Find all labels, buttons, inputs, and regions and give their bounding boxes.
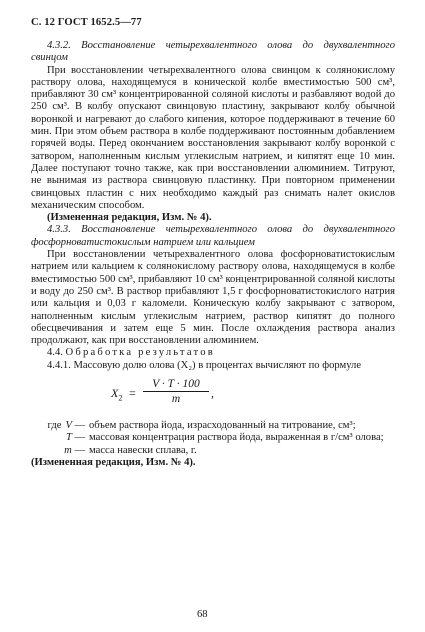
variable-definitions bbox=[31, 420, 395, 457]
section-4-4-number: 4.4. bbox=[47, 347, 63, 359]
formula-numerator: V · T · 100 bbox=[143, 378, 209, 392]
section-4-3-2-heading: 4.3.2. Восстановление четырехвалентного олова до двухвалентного свинцом bbox=[31, 40, 395, 64]
section-4-3-3-heading: 4.3.3. Восстановление четырехвалентного олова до двухвалентного фосфорноватистокислым натрием или кальцием bbox=[31, 224, 395, 248]
definition-symbol: V bbox=[65, 420, 72, 432]
definition-text: массовая концентрация раствора йода, выраженная в г/см³ олова; bbox=[89, 432, 384, 444]
edit-note-1: (Измененная редакция, Изм. № 4). bbox=[47, 212, 212, 224]
definition-text: объем раствора йода, израсходованный на титрование, см³; bbox=[89, 420, 356, 432]
section-4-3-3-body: При восстановлении четырехвалентного олова фосфорноватистокислым натрием или кальцием к солянокислому раствору олова, находящемуся в колбе вместимостью 500 см³, прибавляют 10 см³ концентрированной соляной кислоты и воду до 250 см³. В раствор прибавляют 1,5 г фосфорноватистокислого натрия или кальция и 0,03 г каломели. Коническую колбу закрывают с затвором, наполненным кислым углекислым натрием, раствор кипятят до полного обесцвечивания и затем еще 5 мин. После охлаждения раствора анализ продолжают, как при восстановлении алюминием. bbox=[31, 249, 395, 347]
definition-text: масса навески сплава, г. bbox=[89, 444, 197, 456]
formula-fraction bbox=[143, 378, 209, 406]
section-4-4-heading bbox=[31, 347, 395, 359]
definition-t bbox=[31, 432, 395, 444]
page-number: 68 bbox=[197, 609, 208, 620]
formula-lhs-symbol: X bbox=[111, 386, 119, 401]
section-4-4-1-text: 4.4.1. Массовую долю олова (X₂) в процентах вычисляют по формуле bbox=[47, 359, 362, 371]
edit-note-2: (Измененная редакция, Изм. № 4). bbox=[31, 456, 196, 468]
formula-comma: , bbox=[211, 386, 214, 401]
page-header: С. 12 ГОСТ 1652.5—77 bbox=[31, 17, 142, 28]
formula-block bbox=[31, 378, 395, 416]
definition-v bbox=[31, 420, 395, 432]
section-4-4-title: Обработка результатов bbox=[65, 347, 215, 359]
definition-m bbox=[31, 445, 395, 457]
definition-dash: — bbox=[74, 432, 85, 444]
formula-lhs bbox=[111, 387, 122, 405]
page-content bbox=[31, 40, 395, 469]
definition-symbol: T bbox=[66, 432, 72, 444]
where-word: где bbox=[47, 420, 62, 432]
definition-dash: — bbox=[74, 420, 85, 432]
section-4-3-2-body: При восстановлении четырехвалентного олова свинцом к солянокислому раствору олова, находящемуся в конической колбе вместимостью 500 см³, прибавляют 30 см³ концентрированной соляной кислоты и разбавляют водой до 250 см³. В колбу опускают свинцовую пластину, закрывают колбу обычной воронкой и нагревают до слабого кипения, которое поддерживают в течение 60 мин. При этом объем раствора в колбе поддерживают постоянным добавлением горячей воды. Перед окончанием восстановления закрывают колбу воронкой с затвором, наполненным кислым углекислым натрием, и кипятят еще 10 мин. Далее поступают точно также, как при восстановлении алюминием. Титруют, не вынимая из раствора свинцовую пластинку. При повторном применении свинцовых пластин с них необходимо каждый раз снимать налет окислов механическим способом. bbox=[31, 64, 395, 211]
formula-denominator: m bbox=[171, 393, 181, 406]
formula-lhs-subscript: 2 bbox=[118, 393, 123, 403]
definition-dash: — bbox=[74, 444, 85, 456]
formula-equals: = bbox=[129, 386, 136, 401]
definition-symbol: m bbox=[64, 444, 72, 456]
